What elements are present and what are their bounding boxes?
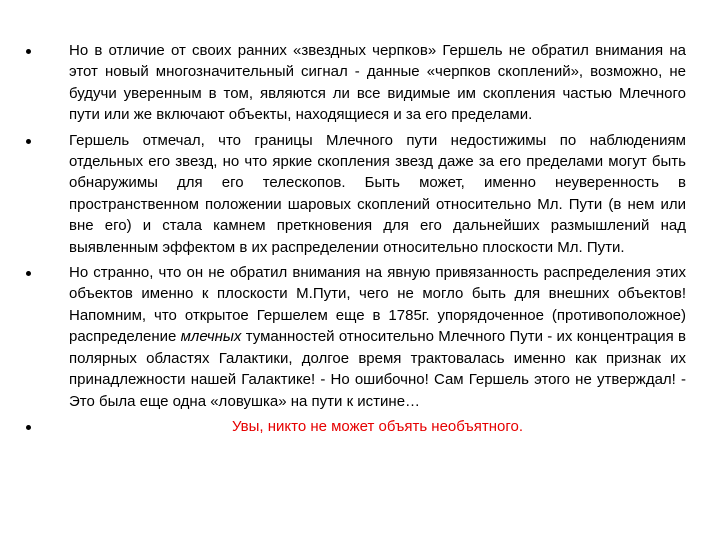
bullet-text-2: Гершель отмечал, что границы Млечного пути недостижимы по наблюдениям отдельных его звезд, но что яркие скопления звезд даже за его пределами могут быть обнаружимы для его телескопов. Быть может, именно неуверенность в пространственном положении шаровых скоплений относительно Мл. Пути (в нем или вне его) и стала камнем преткновения для его дальнейших размышлений над выявленным эффектом в их распределении относительно плоскости Мл. Пути. bbox=[69, 131, 686, 256]
bullet-list bbox=[26, 40, 686, 441]
bullet-dot-icon bbox=[26, 49, 31, 54]
closing-quote-text: Увы, никто не может объять необъятного. bbox=[231, 417, 524, 435]
bullet-dot-icon bbox=[26, 271, 31, 276]
bullet-item-4 bbox=[26, 416, 686, 437]
bullet-text-3 bbox=[69, 262, 686, 412]
bullet-dot-icon bbox=[26, 425, 31, 430]
bullet-dot-icon bbox=[26, 139, 31, 144]
bullet-text-3-part-1: Но странно, что он не обратил внимания на явную привязанность распределения этих объектов именно к плоскости М.Пути, чего не могло быть для внешних объектов! Напомним, что открытое Гершелем еще в 1785г. упорядоченное (противоположное) распределение bbox=[69, 264, 686, 346]
bullet-item-3 bbox=[26, 262, 686, 412]
bullet-item-1 bbox=[26, 40, 686, 126]
bullet-text-1: Но в отличие от своих ранних «звездных черпков» Гершель не обратил внимания на этот новый многозначительный сигнал - данные «черпков скоплений», возможно, не будучи уверенным в том, являются ли все видимые им скопления частью Млечного пути или же включают объекты, находящиеся и за его пределами. bbox=[69, 42, 686, 124]
bullet-text-3-emphasis: млечных bbox=[180, 328, 242, 346]
bullet-text-3-part-2: туманностей относительно Млечного Пути - их концентрация в полярных областях Галактики, долгое время трактовалась именно как признак их принадлежности нашей Галактике! - Но ошибочно! Сам Гершель этого не утверждал! - Это была еще одна «ловушка» на пути к истине… bbox=[69, 328, 686, 410]
bullet-item-2 bbox=[26, 130, 686, 258]
